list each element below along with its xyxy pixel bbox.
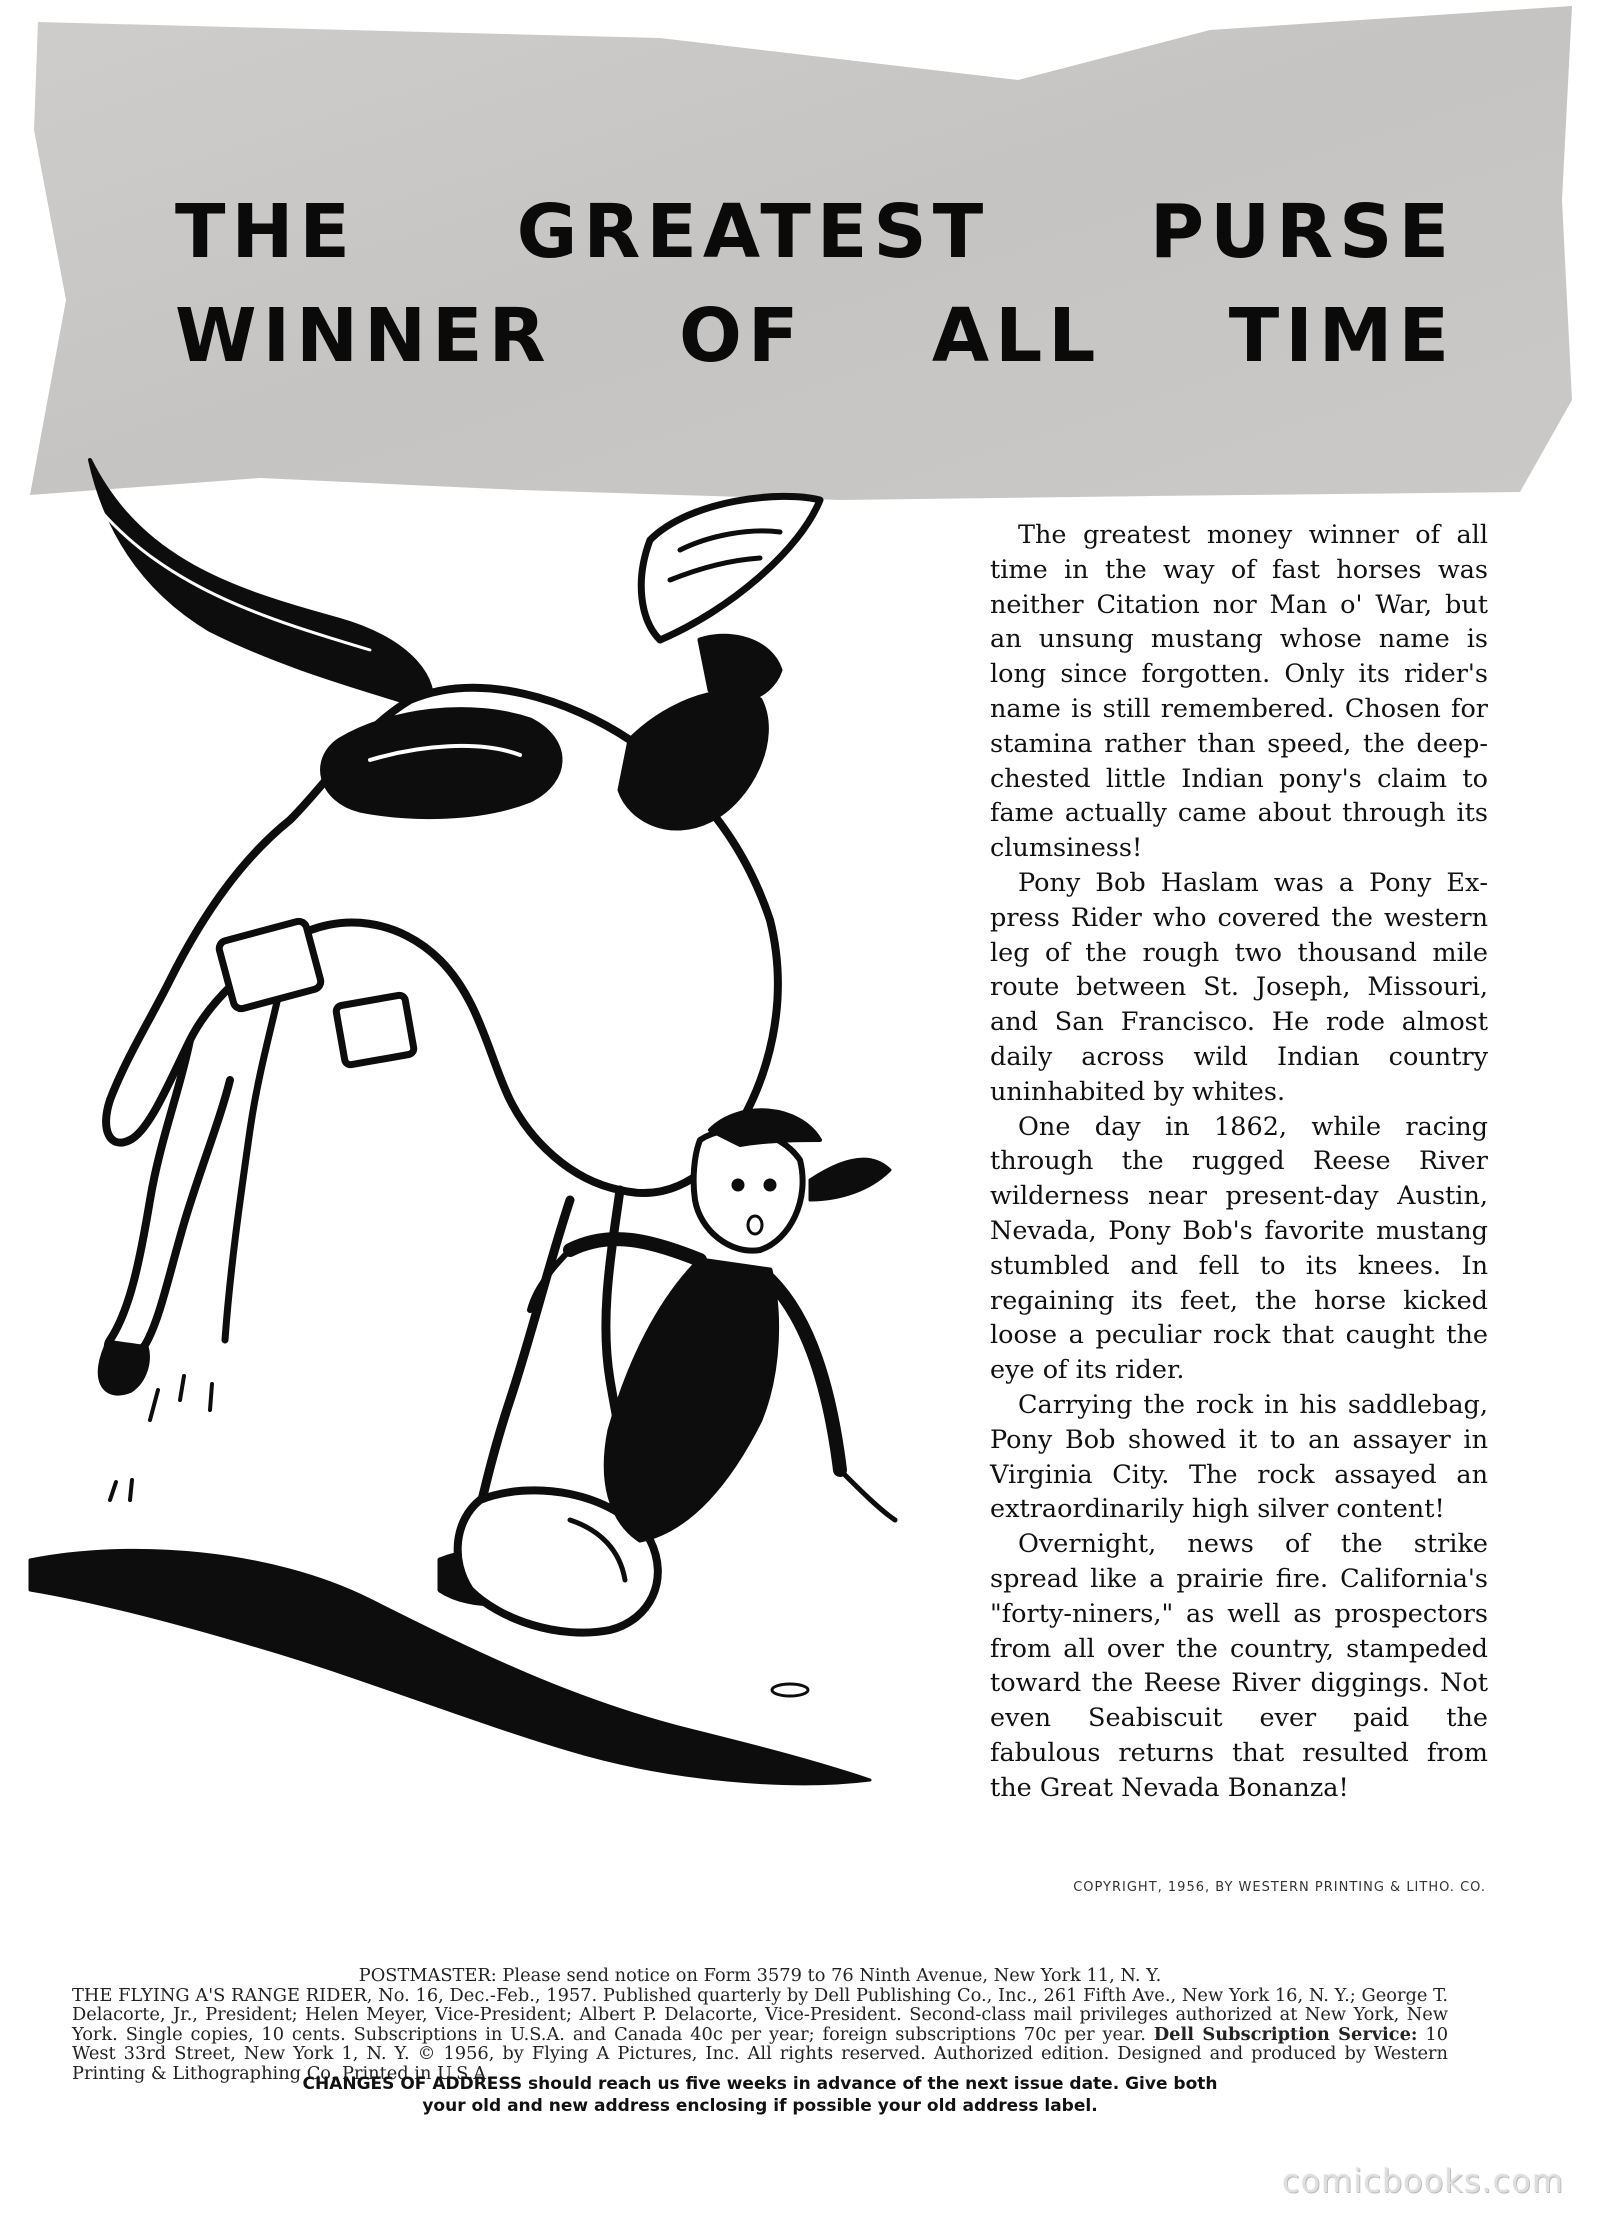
headline-line-2: WINNER OF ALL TIME <box>175 293 1455 379</box>
change-of-address-line-2: your old and new address enclosing if possible your old address label. <box>422 2096 1098 2116</box>
indicia-publication: THE FLYING A'S RANGE RIDER, No. 16, Dec.-Feb., 1957. Published quarterly by Dell Publishing Co., Inc., 261 Fifth Ave., New York 16, N. Y.; George T. Delacorte, Jr., President; Helen Meyer, Vice-President; Albert P. Delacorte, Vice-President. Second-class mail privileges authorized at New York, New York. Single copies, 10 cents. Subscriptions in U.S.A. and Canada 40c per year; foreign subscriptions 70c per year. <box>72 1984 1448 2045</box>
site-watermark: comicbooks.com <box>1282 2162 1565 2200</box>
change-of-address-line-1: CHANGES OF ADDRESS should reach us five weeks in advance of the next issue date. Give both <box>302 2074 1218 2094</box>
article-paragraph-5: Overnight, news of the strike spread like a prairie fire. California's "forty-niners," as well as prospectors from all over the country, stampeded toward the Reese River diggings. Not even Seabiscuit ever paid the fabulous returns that resulted from the Great Nevada Bonanza! <box>990 1529 1488 1803</box>
article-paragraph-2: Pony Bob Haslam was a Pony Express Rider who covered the western leg of the rough two thousand mile route between St. Joseph, Missouri, and San Francisco. He rode almost daily across wild Indian country uninhabited by whites. <box>990 867 1488 1107</box>
publication-info <box>72 1966 1448 2084</box>
headline <box>175 180 1455 388</box>
subscription-service-label: Dell Subscription Service: <box>1153 2023 1418 2045</box>
indicia-text <box>72 1986 1448 2084</box>
article-paragraph-4: Carrying the rock in his saddlebag, Pony Bob showed it to an assayer in Virginia City. The rock assayed an extraordinarily high silver content! <box>990 1389 1488 1525</box>
article-paragraph-1: The greatest money winner of all time in the way of fast horses was neither Citation nor Man o' War, but an unsung mustang whose name is long since forgotten. Only its rider's name is still remembered. Chosen for stamina rather than speed, the deep-chested little Indian pony's claim to fame actually came about through its clumsiness! <box>990 520 1488 864</box>
indicia-subscription: 10 West 33rd Street, New York 1, N. Y. © 1956, by Flying A Pictures, Inc. All rights reserved. Authorized edition. Designed and produced by Western Printing & Lithographing Co. Printed in U.S.A. <box>72 2023 1449 2084</box>
bucking-horse-illustration <box>10 440 910 1840</box>
change-of-address-notice <box>150 2073 1370 2117</box>
postmaster-notice: POSTMASTER: Please send notice on Form 3579 to 76 Ninth Avenue, New York 11, N. Y. <box>358 1965 1162 1986</box>
copyright-notice: COPYRIGHT, 1956, BY WESTERN PRINTING & LITHO. CO. <box>1073 1880 1486 1895</box>
headline-line-1: THE GREATEST PURSE <box>175 189 1455 275</box>
article-body <box>990 518 1488 1805</box>
article-paragraph-3: One day in 1862, while racing through the rugged Reese River wilderness near present-day Austin, Nevada, Pony Bob's favorite mustang stumbled and fell to its knees. In regaining its feet, the horse kicked loose a peculiar rock that caught the eye of its rider. <box>990 1111 1488 1386</box>
